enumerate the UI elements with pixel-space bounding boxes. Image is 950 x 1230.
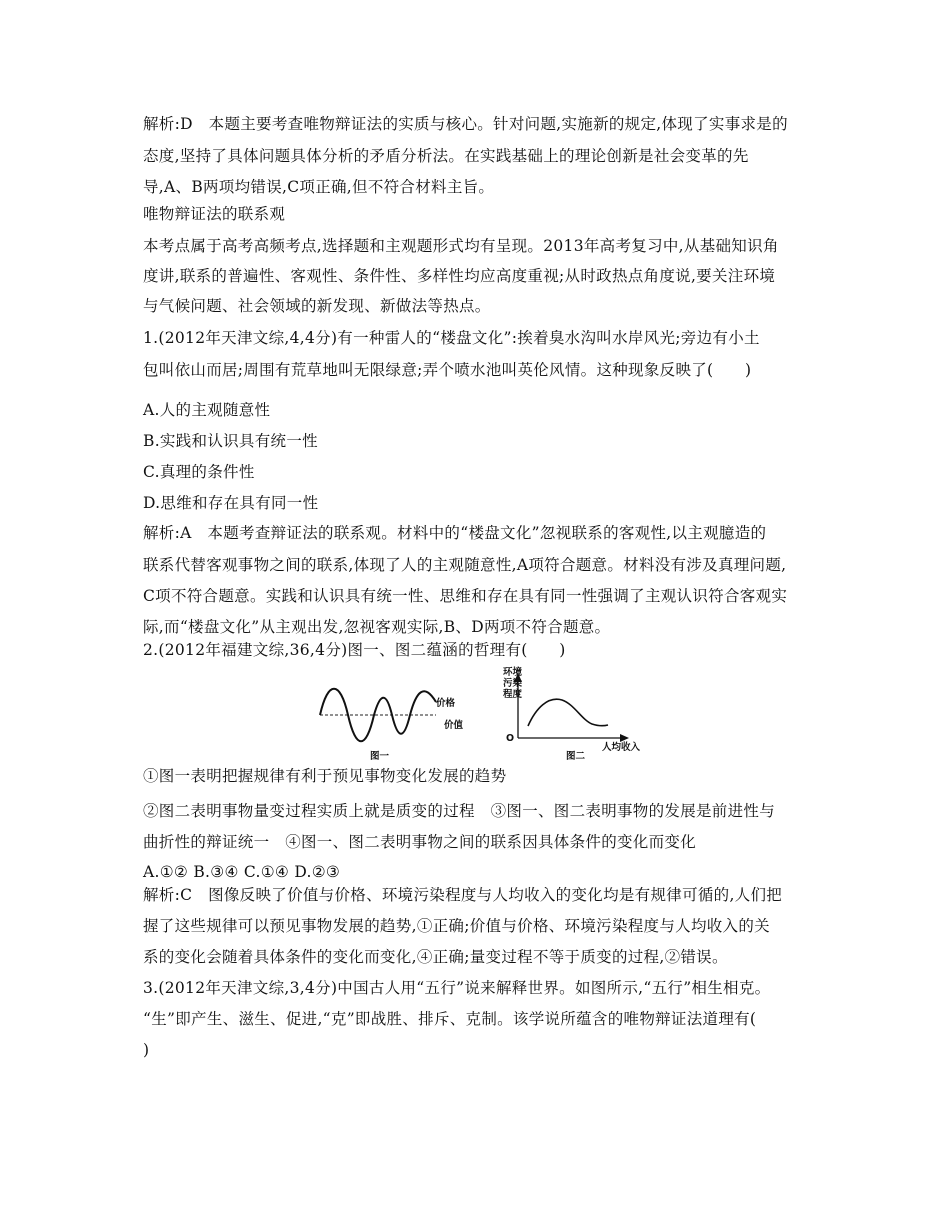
figure-svg [300, 668, 660, 764]
text-line: 解析:A 本题考查辩证法的联系观。材料中的“楼盘文化”忽视联系的客观性,以主观臆造的 [143, 524, 767, 542]
text-line: 系的变化会随着具体条件的变化而变化,④正确;量变过程不等于质变的过程,②错误。 [143, 948, 728, 966]
statement-2-3: ②图二表明事物量变过程实质上就是质变的过程 ③图一、图二表明事物的发展是前进性与 [143, 802, 776, 820]
text-line: ) [143, 1041, 150, 1059]
question-1: 1.(2012年天津文综,4,4分)有一种雷人的“楼盘文化”:挨着臭水沟叫水岸风光;旁边有小土 [143, 329, 760, 347]
text-line: 际,而“楼盘文化”从主观出发,忽视客观实际,B、D两项不符合题意。 [143, 618, 611, 636]
text-line: 联系代替客观事物之间的联系,体现了人的主观随意性,A项符合题意。材料没有涉及真理问题, [143, 556, 787, 574]
figure-2-caption: 图二 [566, 751, 586, 762]
answer-options: A.①② B.③④ C.①④ D.②③ [143, 863, 341, 881]
text-line: 解析:D 本题主要考查唯物辩证法的实质与核心。针对问题,实施新的规定,体现了实事求是的 [143, 115, 788, 133]
price-label: 价格 [436, 698, 456, 709]
question-2: 2.(2012年福建文综,36,4分)图一、图二蕴涵的哲理有( ) [143, 641, 566, 659]
question-3: 3.(2012年天津文综,3,4分)中国古人用“五行”说来解释世界。如图所示,“五行”相生相克。 [143, 979, 771, 997]
text-line: 与气候问题、社会领域的新发现、新做法等热点。 [143, 297, 491, 315]
figure-1 [320, 689, 464, 762]
text-line: 度讲,联系的普遍性、客观性、条件性、多样性均应高度重视;从时政热点角度说,要关注环境 [143, 267, 776, 285]
option-c: C.真理的条件性 [143, 463, 255, 481]
figure-2 [503, 666, 641, 762]
statement-3-4: 曲折性的辩证统一 ④图一、图二表明事物之间的联系因具体条件的变化而变化 [143, 833, 697, 851]
y-label-line: 污染 [503, 678, 523, 689]
x-axis-arrow [620, 734, 629, 742]
pollution-curve [528, 699, 608, 726]
option-d: D.思维和存在具有同一性 [143, 494, 319, 512]
text-line: 解析:C 图像反映了价值与价格、环境污染程度与人均收入的变化均是有规律可循的,人们把 [143, 886, 783, 904]
text-line: 本考点属于高考高频考点,选择题和主观题形式均有呈现。2013年高考复习中,从基础知识角 [143, 237, 779, 255]
option-b: B.实践和认识具有统一性 [143, 432, 318, 450]
value-label: 价值 [444, 720, 464, 731]
figure-1-caption: 图一 [370, 751, 390, 762]
y-label-line: 环境 [503, 667, 523, 678]
text-line: 导,A、B两项均错误,C项正确,但不符合材料主旨。 [143, 178, 495, 196]
text-line: “生”即产生、滋生、促进,“克”即战胜、排斥、克制。该学说所蕴含的唯物辩证法道理有( [143, 1010, 757, 1028]
origin-label: O [506, 733, 515, 744]
text-line: 包叫依山而居;周围有荒草地叫无限绿意;弄个喷水池叫英伦风情。这种现象反映了( ) [143, 361, 752, 379]
text-line: C项不符合题意。实践和认识具有统一性、思维和存在具有同一性强调了主观认识符合客观实 [143, 587, 788, 605]
section-heading: 唯物辩证法的联系观 [143, 205, 286, 223]
text-line: 握了这些规律可以预见事物发展的趋势,①正确;价值与价格、环境污染程度与人均收入的关 [143, 917, 770, 935]
option-a: A.人的主观随意性 [143, 401, 271, 419]
text-line: 态度,坚持了具体问题具体分析的矛盾分析法。在实践基础上的理论创新是社会变革的先 [143, 147, 749, 165]
x-axis-label: 人均收入 [602, 742, 641, 753]
y-label-line: 程度 [503, 689, 523, 700]
statement-1: ①图一表明把握规律有利于预见事物变化发展的趋势 [143, 767, 507, 785]
figures [300, 668, 660, 764]
